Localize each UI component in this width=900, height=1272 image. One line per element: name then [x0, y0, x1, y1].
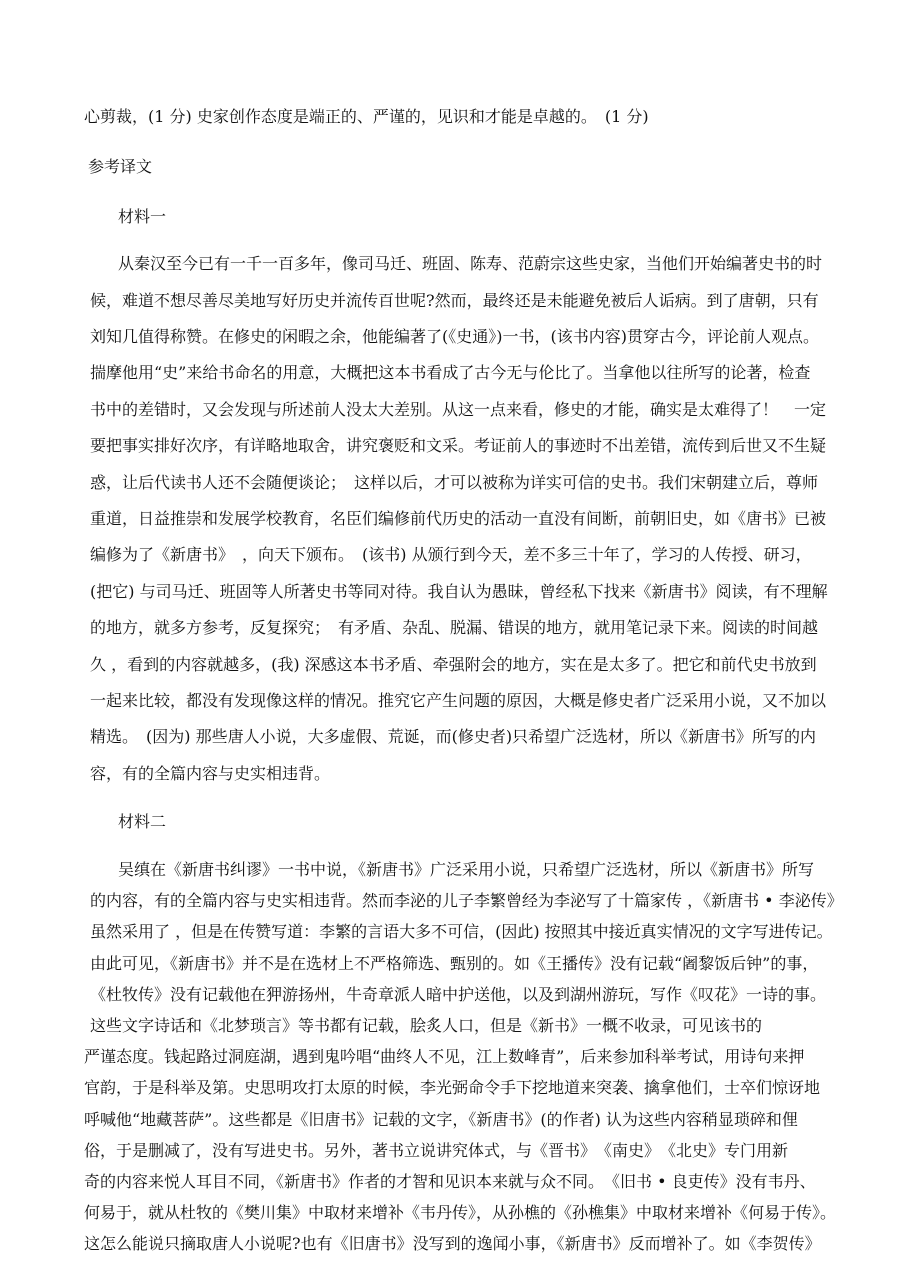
material1-line: 从秦汉至今已有一千一百多年，像司马迁、班固、陈寿、范蔚宗这些史家，当他们开始编著史书的时 [118, 254, 823, 273]
material2-line: 官韵，于是科举及第。史思明攻打太原的时候，李光弼命令手下挖地道来突袭、擒拿他们，士卒们惊讶地 [84, 1078, 821, 1097]
material2-line: 俗，于是删减了，没有写进史书。另外，著书立说讲究体式，与《晋书》 《南史》 《北史》专门用新 [84, 1141, 789, 1160]
material1-line: 刘知几值得称赞。在修史的闲暇之余，他能编著了(《史通》)一书，(该书内容)贯穿古今，评论前人观点。 [90, 327, 819, 346]
section-title: 参考译文 [88, 157, 153, 176]
material1-line: 重道，日益推崇和发展学校教育，名臣们编修前代历史的活动一直没有间断，前朝旧史，如《唐书》已被 [90, 509, 827, 528]
material1-line: 久 ，看到的内容就越多，(我) 深感这本书矛盾、牵强附会的地方，实在是太多了。把它和前代史书放到 [90, 655, 817, 674]
material1-line: 编修为了《新唐书》 ，向天下颁布。 (该书) 从颁行到今天，差不多三十年了，学习的人传授、研习， [90, 545, 812, 564]
material1-line: 揣摩他用“史”来给书命名的用意，大概把这本书看成了古今无与伦比了。当拿他以往所写的论著，检查 [90, 363, 811, 382]
material2-line: 的内容，有的全篇内容与史实相违背。然而李泌的儿子李繁曾经为李泌写了十篇家传 ，《新唐书 • 李泌传》 [90, 891, 843, 910]
material1-line: 惑，让后代读书人还不会随便谈论； 这样以后，才可以被称为详实可信的史书。我们宋朝建立后，尊师 [90, 473, 819, 492]
material1-line: 书中的差错时，又会发现与所述前人没太大差别。从这一点来看，修史的才能，确实是太难得了！ 一定 [90, 400, 827, 419]
material1-line: 要把事实排好次序，有详略地取舍，讲究褒贬和文采。考证前人的事迹时不出差错，流传到后世又不生疑 [90, 436, 827, 455]
material1-line: 候，难道不想尽善尽美地写好历史并流传百世呢?然而，最终还是未能避免被后人诟病。到了唐朝，只有 [90, 291, 819, 310]
material2-line: 《杜牧传》没有记载他在狎游扬州，牛奇章派人暗中护送他，以及到湖州游玩，写作《叹花》一诗的事。 [90, 985, 827, 1004]
material2-line: 呼喊他“地藏菩萨”。这些都是《旧唐书》记载的文字，《新唐书》(的作者) 认为这些内容稍显琐碎和俚 [84, 1110, 798, 1129]
material1-line: 容，有的全篇内容与史实相违背。 [90, 764, 331, 783]
material2-line: 吴缜在《新唐书纠谬》一书中说，《新唐书》广泛采用小说，只希望广泛选材，所以《新唐书》所写 [118, 860, 815, 879]
answer-line: 心剪裁，(1 分) 史家创作态度是端正的、严谨的，见识和才能是卓越的。 (1 分) [84, 107, 649, 126]
material1-heading: 材料一 [118, 207, 167, 226]
material1-line: 的地方，就多方参考，反复探究； 有矛盾、杂乱、脱漏、错误的地方，就用笔记录下来。阅读的时间越 [90, 618, 819, 637]
material1-line: 一起来比较，都没有发现像这样的情况。推究它产生问题的原因，大概是修史者广泛采用小说，又不加以 [90, 691, 827, 710]
material2-line: 由此可见，《新唐书》并不是在选材上不严格筛选、甄别的。如《王播传》没有记载“阇黎饭后钟”的事， [90, 954, 819, 973]
material2-line: 虽然采用了 ，但是在传赞写道：李繁的言语大多不可信，(因此) 按照其中接近真实情况的文字写进传记。 [90, 922, 833, 941]
material2-heading: 材料二 [118, 812, 167, 831]
material2-line: 何易于，就从杜牧的《樊川集》中取材来增补《韦丹传》，从孙樵的《孙樵集》中取材来增补《何易于传》。 [84, 1203, 837, 1222]
material2-line: 严谨态度。钱起路过洞庭湖，遇到鬼吟唱“曲终人不见，江上数峰青”，后来参加科举考试，用诗句来押 [84, 1047, 805, 1066]
material2-line: 这些文字诗话和《北梦琐言》等书都有记载，脍炙人口，但是《新书》一概不收录，可见该书的 [90, 1016, 763, 1035]
material1-line: 精选。 (因为) 那些唐人小说，大多虚假、荒诞，而(修史者)只希望广泛选材，所以《新唐书》所写的内 [90, 727, 817, 746]
material2-line: 这怎么能说只摘取唐人小说呢?也有《旧唐书》没写到的逸闻小事，《新唐书》反而增补了。如《李贺传》 [84, 1234, 821, 1253]
material1-line: (把它) 与司马迁、班固等人所著史书等同对待。我自认为愚昧，曾经私下找来《新唐书》阅读，有不理解 [90, 582, 828, 601]
material2-line: 奇的内容来悦人耳目不同，《新唐书》作者的才智和见识本来就与众不同。 《旧书 • 良吏传》没有韦丹、 [84, 1172, 816, 1191]
